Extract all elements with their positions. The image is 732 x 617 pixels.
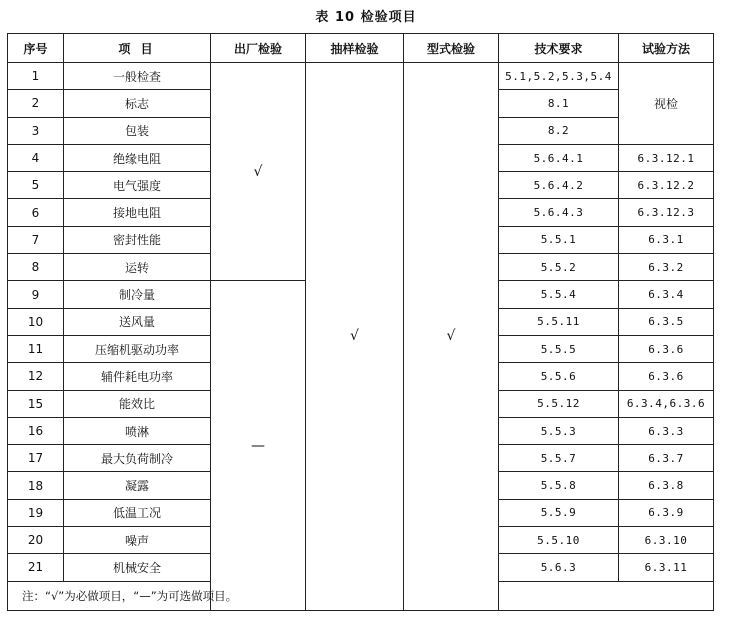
- tech-cell: 5.5.2: [499, 254, 619, 281]
- seq-cell: 18: [8, 472, 64, 499]
- method-cell: 6.3.2: [619, 254, 714, 281]
- method-cell: 6.3.12.2: [619, 172, 714, 199]
- tech-cell: 5.5.5: [499, 335, 619, 362]
- tech-cell: 5.5.11: [499, 308, 619, 335]
- factory-check-cell: [211, 63, 306, 281]
- header-sampling: 抽样检验: [306, 34, 404, 63]
- required-mark: √: [350, 328, 359, 345]
- item-cell: 能效比: [64, 390, 211, 417]
- seq-cell: 10: [8, 308, 64, 335]
- header-factory: 出厂检验: [211, 34, 306, 63]
- method-cell: 6.3.3: [619, 417, 714, 444]
- method-cell: 6.3.6: [619, 363, 714, 390]
- required-mark: √: [253, 163, 263, 180]
- item-cell: 最大负荷制冷: [64, 445, 211, 472]
- item-cell: 制冷量: [64, 281, 211, 308]
- header-tech: 技术要求: [499, 34, 619, 63]
- tech-cell: 5.1,5.2,5.3,5.4: [499, 63, 619, 90]
- tech-cell: 5.6.4.1: [499, 144, 619, 171]
- tech-cell: 5.6.4.2: [499, 172, 619, 199]
- tech-cell: 5.5.6: [499, 363, 619, 390]
- method-cell: 6.3.8: [619, 472, 714, 499]
- tech-cell: 5.5.8: [499, 472, 619, 499]
- factory-optional-cell: [211, 281, 306, 610]
- seq-cell: 17: [8, 445, 64, 472]
- seq-cell: 5: [8, 172, 64, 199]
- seq-cell: 16: [8, 417, 64, 444]
- method-cell: 6.3.1: [619, 226, 714, 253]
- tech-cell: 5.5.1: [499, 226, 619, 253]
- tech-cell: 5.5.12: [499, 390, 619, 417]
- table-note: 注：“√”为必做项目，“—”为可选做项目。: [8, 581, 714, 610]
- method-cell: 6.3.10: [619, 527, 714, 554]
- method-cell: 6.3.11: [619, 554, 714, 581]
- item-cell: 机械安全: [64, 554, 211, 581]
- item-cell: 接地电阻: [64, 199, 211, 226]
- table-title: 表 10 检验项目: [315, 10, 417, 25]
- note-row: [8, 581, 714, 610]
- header-item: 项 目: [64, 34, 211, 63]
- inspection-table-container: [7, 33, 713, 611]
- item-cell: 凝露: [64, 472, 211, 499]
- item-cell: 噪声: [64, 527, 211, 554]
- table-row: [8, 63, 714, 90]
- seq-cell: 4: [8, 144, 64, 171]
- tech-cell: 5.5.10: [499, 527, 619, 554]
- tech-cell: 5.5.9: [499, 499, 619, 526]
- method-cell: 6.3.6: [619, 335, 714, 362]
- item-cell: 低温工况: [64, 499, 211, 526]
- seq-cell: 11: [8, 335, 64, 362]
- method-cell: 6.3.4,6.3.6: [619, 390, 714, 417]
- inspection-table: [7, 33, 714, 611]
- seq-cell: 12: [8, 363, 64, 390]
- optional-mark: —: [251, 437, 265, 454]
- method-cell: 6.3.5: [619, 308, 714, 335]
- tech-cell: 5.6.3: [499, 554, 619, 581]
- header-method: 试验方法: [619, 34, 714, 63]
- seq-cell: 2: [8, 90, 64, 117]
- item-cell: 电气强度: [64, 172, 211, 199]
- seq-cell: 8: [8, 254, 64, 281]
- method-cell: 6.3.12.1: [619, 144, 714, 171]
- seq-cell: 15: [8, 390, 64, 417]
- tech-cell: 8.1: [499, 90, 619, 117]
- item-cell: 一般检查: [64, 63, 211, 90]
- method-cell: 6.3.4: [619, 281, 714, 308]
- sampling-check-cell: [306, 63, 404, 611]
- item-cell: 压缩机驱动功率: [64, 335, 211, 362]
- tech-cell: 8.2: [499, 117, 619, 144]
- tech-cell: 5.5.7: [499, 445, 619, 472]
- seq-cell: 20: [8, 527, 64, 554]
- type-check-cell: [404, 63, 499, 611]
- header-type: 型式检验: [404, 34, 499, 63]
- seq-cell: 21: [8, 554, 64, 581]
- item-cell: 辅件耗电功率: [64, 363, 211, 390]
- required-mark: √: [446, 328, 456, 345]
- method-cell: 6.3.9: [619, 499, 714, 526]
- header-row: [8, 34, 714, 63]
- item-cell: 包装: [64, 117, 211, 144]
- method-cell: 视检: [619, 63, 714, 145]
- item-cell: 喷淋: [64, 417, 211, 444]
- item-cell: 绝缘电阻: [64, 144, 211, 171]
- item-cell: 标志: [64, 90, 211, 117]
- method-cell: 6.3.7: [619, 445, 714, 472]
- seq-cell: 19: [8, 499, 64, 526]
- seq-cell: 7: [8, 226, 64, 253]
- method-cell: 6.3.12.3: [619, 199, 714, 226]
- item-cell: 密封性能: [64, 226, 211, 253]
- item-cell: 送风量: [64, 308, 211, 335]
- seq-cell: 1: [8, 63, 64, 90]
- header-seq: 序号: [8, 34, 64, 63]
- seq-cell: 3: [8, 117, 64, 144]
- seq-cell: 9: [8, 281, 64, 308]
- tech-cell: 5.6.4.3: [499, 199, 619, 226]
- tech-cell: 5.5.3: [499, 417, 619, 444]
- tech-cell: 5.5.4: [499, 281, 619, 308]
- seq-cell: 6: [8, 199, 64, 226]
- item-cell: 运转: [64, 254, 211, 281]
